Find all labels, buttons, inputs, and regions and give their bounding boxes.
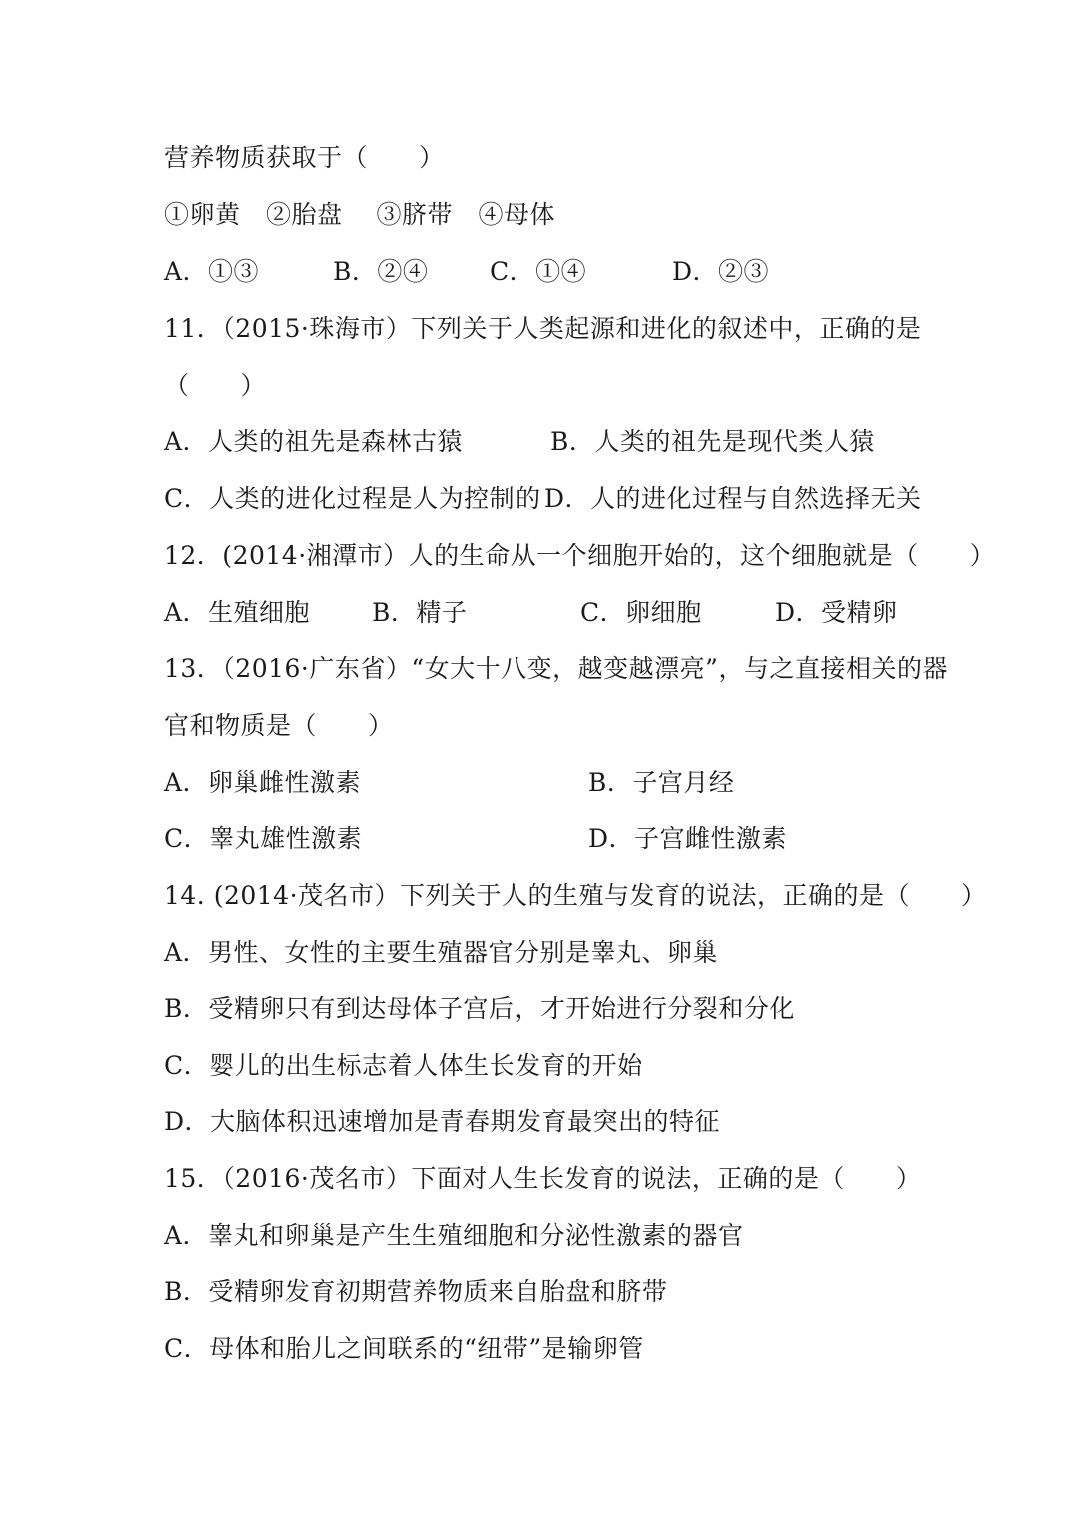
q12-option-d: D．受精卵 (775, 598, 898, 627)
q10-option-d: D．②③ (672, 257, 770, 286)
q11-option-b: B．人类的祖先是现代类人猿 (550, 427, 875, 456)
q15-option-b: B．受精卵发育初期营养物质来自胎盘和脐带 (164, 1277, 668, 1306)
q15-option-a: A．睾丸和卵巢是产生生殖细胞和分泌性激素的器官 (164, 1221, 744, 1250)
q10-choices: ①卵黄 ②胎盘 ③脐带 ④母体 (164, 200, 555, 229)
q10-option-b: B．②④ (333, 257, 429, 286)
q12-option-a: A．生殖细胞 (164, 598, 311, 627)
q12-option-b: B．精子 (372, 598, 468, 627)
q15-option-c: C．母体和胎儿之间联系的“纽带”是输卵管 (164, 1334, 644, 1363)
q14-option-b: B．受精卵只有到达母体子宫后，才开始进行分裂和分化 (164, 994, 795, 1023)
q14-option-d: D．大脑体积迅速增加是青春期发育最突出的特征 (164, 1107, 721, 1136)
q13-option-a: A．卵巢雌性激素 (164, 768, 362, 797)
q14-option-c: C．婴儿的出生标志着人体生长发育的开始 (164, 1051, 643, 1080)
q13-stem-cont: 官和物质是（ ） (164, 711, 394, 740)
q12-stem: 12．(2014·湘潭市）人的生命从一个细胞开始的，这个细胞就是（ ） (164, 541, 996, 570)
q13-option-b: B．子宫月经 (588, 768, 735, 797)
q13-option-c: C．睾丸雄性激素 (164, 824, 363, 853)
q13-option-d: D．子宫雌性激素 (588, 824, 788, 853)
q10-option-c: C．①④ (490, 257, 587, 286)
q10-stem: 营养物质获取于（ ） (164, 143, 445, 172)
q13-stem: 13．（2016·广东省）“女大十八变，越变越漂亮”，与之直接相关的器 (164, 654, 948, 683)
q12-option-c: C．卵细胞 (580, 598, 702, 627)
q14-stem: 14. (2014·茂名市）下列关于人的生殖与发育的说法，正确的是（ ） (164, 881, 987, 910)
q11-stem-cont: （ ） (164, 371, 267, 400)
q14-option-a: A．男性、女性的主要生殖器官分别是睾丸、卵巢 (164, 938, 719, 967)
q15-stem: 15．（2016·茂名市）下面对人生长发育的说法，正确的是（ ） (164, 1164, 922, 1193)
q11-stem: 11．（2015·珠海市）下列关于人类起源和进化的叙述中，正确的是 (164, 314, 922, 343)
q11-option-a: A．人类的祖先是森林古猿 (164, 427, 464, 456)
q11-option-d: D．人的进化过程与自然选择无关 (544, 484, 922, 513)
q10-option-a: A．①③ (164, 257, 260, 286)
q11-option-c: C．人类的进化过程是人为控制的 (164, 484, 541, 513)
